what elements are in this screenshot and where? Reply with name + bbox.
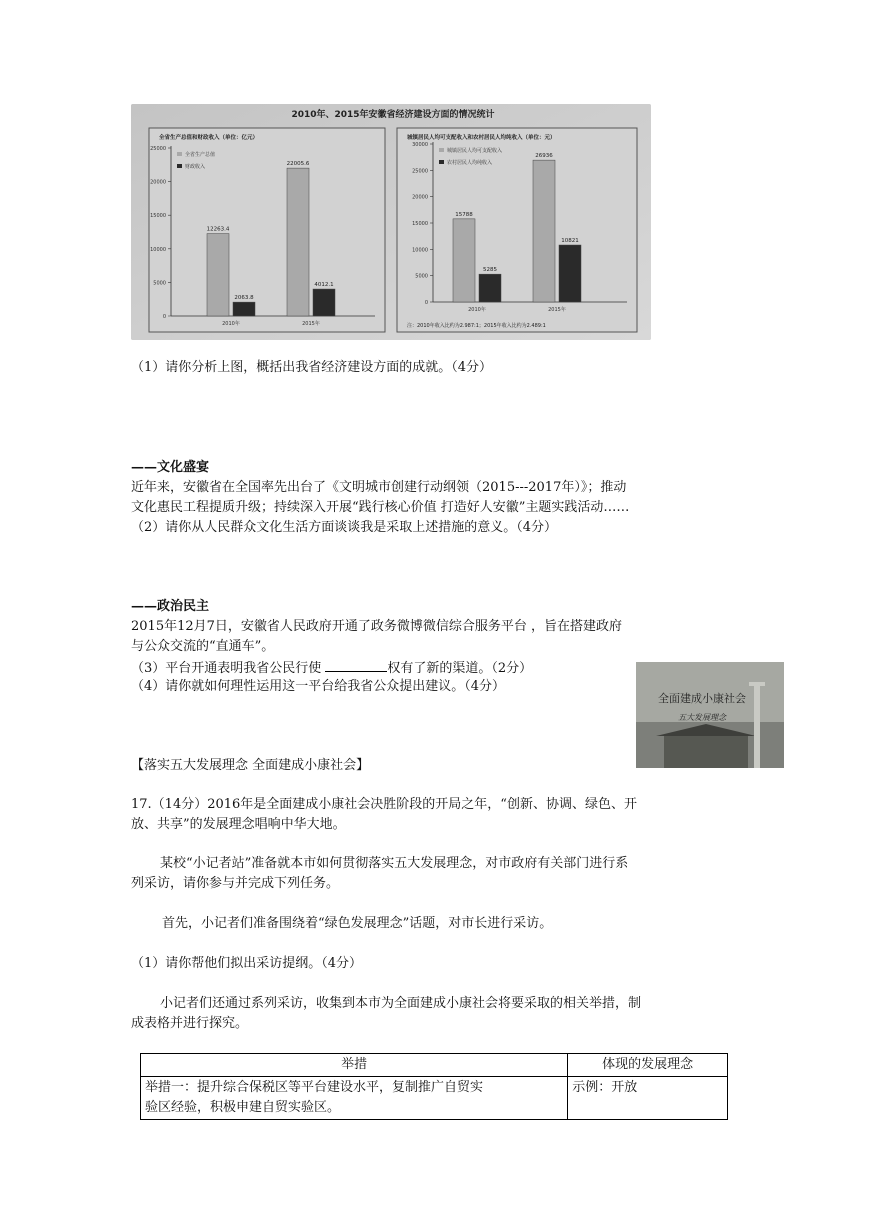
bar-value-label: 26936 [535,153,553,160]
slogan-line-1: 全面建成小康社会 [658,692,746,705]
table-row [141,1077,728,1120]
chart-title-1: 全省生产总值和财政收入（单位：亿元） [159,135,259,141]
bar-value-label: 12263.4 [206,226,230,233]
q17-line-2: 放、共享”的发展理念唱响中华大地。 [131,817,346,832]
legend-swatch [177,152,182,156]
question-2: （2）请你从人民群众文化生活方面谈谈我是采取上述措施的意义。（4分） [131,520,558,535]
bar [559,245,581,302]
legend-swatch [439,160,444,164]
question-3-part-b: 权有了新的渠道。（2分） [387,661,533,676]
y-tick-label: 15000 [150,213,166,220]
q17-paragraph-2: 首先，小记者们准备围绕着“绿色发展理念”话题，对市长进行采访。 [162,916,553,931]
economy-chart-svg [131,104,651,340]
chart-note: 注：2010年收入比约为2.987:1；2015年收入比约为2.489:1 [407,323,546,329]
chart-main-title: 2010年、2015年安徽省经济建设方面的情况统计 [291,110,495,120]
q17-paragraph-1b: 列采访，请你参与并完成下列任务。 [131,876,340,891]
question-1: （1）请你分析上图，概括出我省经济建设方面的成就。（4分） [131,360,493,375]
politics-paragraph-2: 与公众交流的“直通车”。 [131,639,275,654]
y-tick-label: 5000 [153,280,166,287]
gdp-chart [149,128,385,332]
y-tick-label: 10000 [150,246,166,253]
q17-paragraph-3a: 小记者们还通过系列采访，收集到本市为全面建成小康社会将要采取的相关举措，制 [160,996,642,1011]
y-tick-label: 25000 [150,146,166,152]
bar [479,274,501,302]
chart-frame-1 [149,128,385,332]
bar [233,302,255,316]
measure-1-line-a: 举措一：提升综合保税区等平台建设水平，复制推广自贸实 [145,1080,484,1095]
income-chart [397,128,637,332]
answer-blank [325,657,387,672]
chart-title-2: 城镇居民人均可支配收入和农村居民人均纯收入（单位：元） [407,135,556,141]
y-tick-label: 0 [162,314,166,320]
bar-value-label: 10821 [561,238,579,245]
slogan-photo [636,662,784,768]
q17-line-1: 17.（14分）2016年是全面建成小康社会决胜阶段的开局之年，“创新、协调、绿色、开 [131,797,637,812]
economy-chart-image [131,104,651,340]
question-3-part-a: （3）平台开通表明我省公民行使 [131,661,326,676]
bar-value-label: 5285 [483,267,497,274]
q17-paragraph-3b: 成表格并进行探究。 [131,1016,249,1031]
measures-table [140,1053,728,1120]
slogan-photo-svg [636,662,784,768]
huabiao-column [754,682,760,768]
y-tick-label: 5000 [415,273,428,280]
culture-paragraph-2: 文化惠民工程提质升级；持续深入开展“践行核心价值 打造好人安徽”主题实践活动…… [131,500,630,515]
bar [207,234,229,316]
politics-heading: ——政治民主 [131,599,210,614]
legend-label: 农村居民人均纯收入 [447,160,493,166]
y-tick-label: 10000 [412,247,428,254]
q17-paragraph-1a: 某校“小记者站”准备就本市如何贯彻落实五大发展理念，对市政府有关部门进行系 [160,856,629,871]
legend-swatch [177,164,182,168]
y-tick-label: 20000 [150,179,166,186]
y-tick-label: 15000 [412,221,428,227]
bar-value-label: 15788 [455,211,473,218]
y-tick-label: 30000 [412,142,428,148]
y-tick-label: 20000 [412,194,428,201]
gate-tower [664,736,748,768]
table-header-concept: 体现的发展理念 [568,1054,728,1077]
politics-paragraph-1: 2015年12月7日，安徽省人民政府开通了政务微博微信综合服务平台 ，旨在搭建政府 [131,619,623,634]
table-header-row [141,1054,728,1077]
bar-value-label: 22005.6 [286,161,310,168]
measure-1-line-b: 验区经验，积极申建自贸实验区。 [145,1100,341,1115]
table-header-measures: 举措 [141,1054,568,1077]
x-tick-label: 2015年 [548,307,566,313]
question-3 [131,657,532,679]
bar-value-label: 4012.1 [314,282,334,289]
legend-swatch [439,148,444,152]
section-title: 【落实五大发展理念 全面建成小康社会】 [131,758,370,773]
legend-label: 财政收入 [185,164,206,170]
q17-question-1: （1）请你帮他们拟出采访提纲。（4分） [131,956,363,971]
bar [533,160,555,302]
bar [287,168,309,316]
slogan-line-2: 五大发展理念 [678,713,726,722]
bar [453,219,475,302]
y-tick-label: 25000 [412,168,428,175]
y-tick-label: 0 [424,300,428,306]
bar [313,289,335,316]
legend-label: 全省生产总值 [185,152,216,158]
table-cell-concept-1: 示例：开放 [568,1077,728,1120]
table-cell-measure-1 [141,1077,568,1120]
legend-label: 城镇居民人均可支配收入 [447,148,503,154]
question-4: （4）请你就如何理性运用这一平台给我省公众提出建议。（4分） [131,679,506,694]
bar-value-label: 2063.8 [234,295,254,302]
culture-heading: ——文化盛宴 [131,460,210,475]
x-tick-label: 2010年 [222,321,240,327]
culture-paragraph-1: 近年来，安徽省在全国率先出台了《文明城市创建行动纲领（2015---2017年）》；推动 [131,480,627,495]
x-tick-label: 2010年 [468,307,486,313]
x-tick-label: 2015年 [302,321,320,327]
